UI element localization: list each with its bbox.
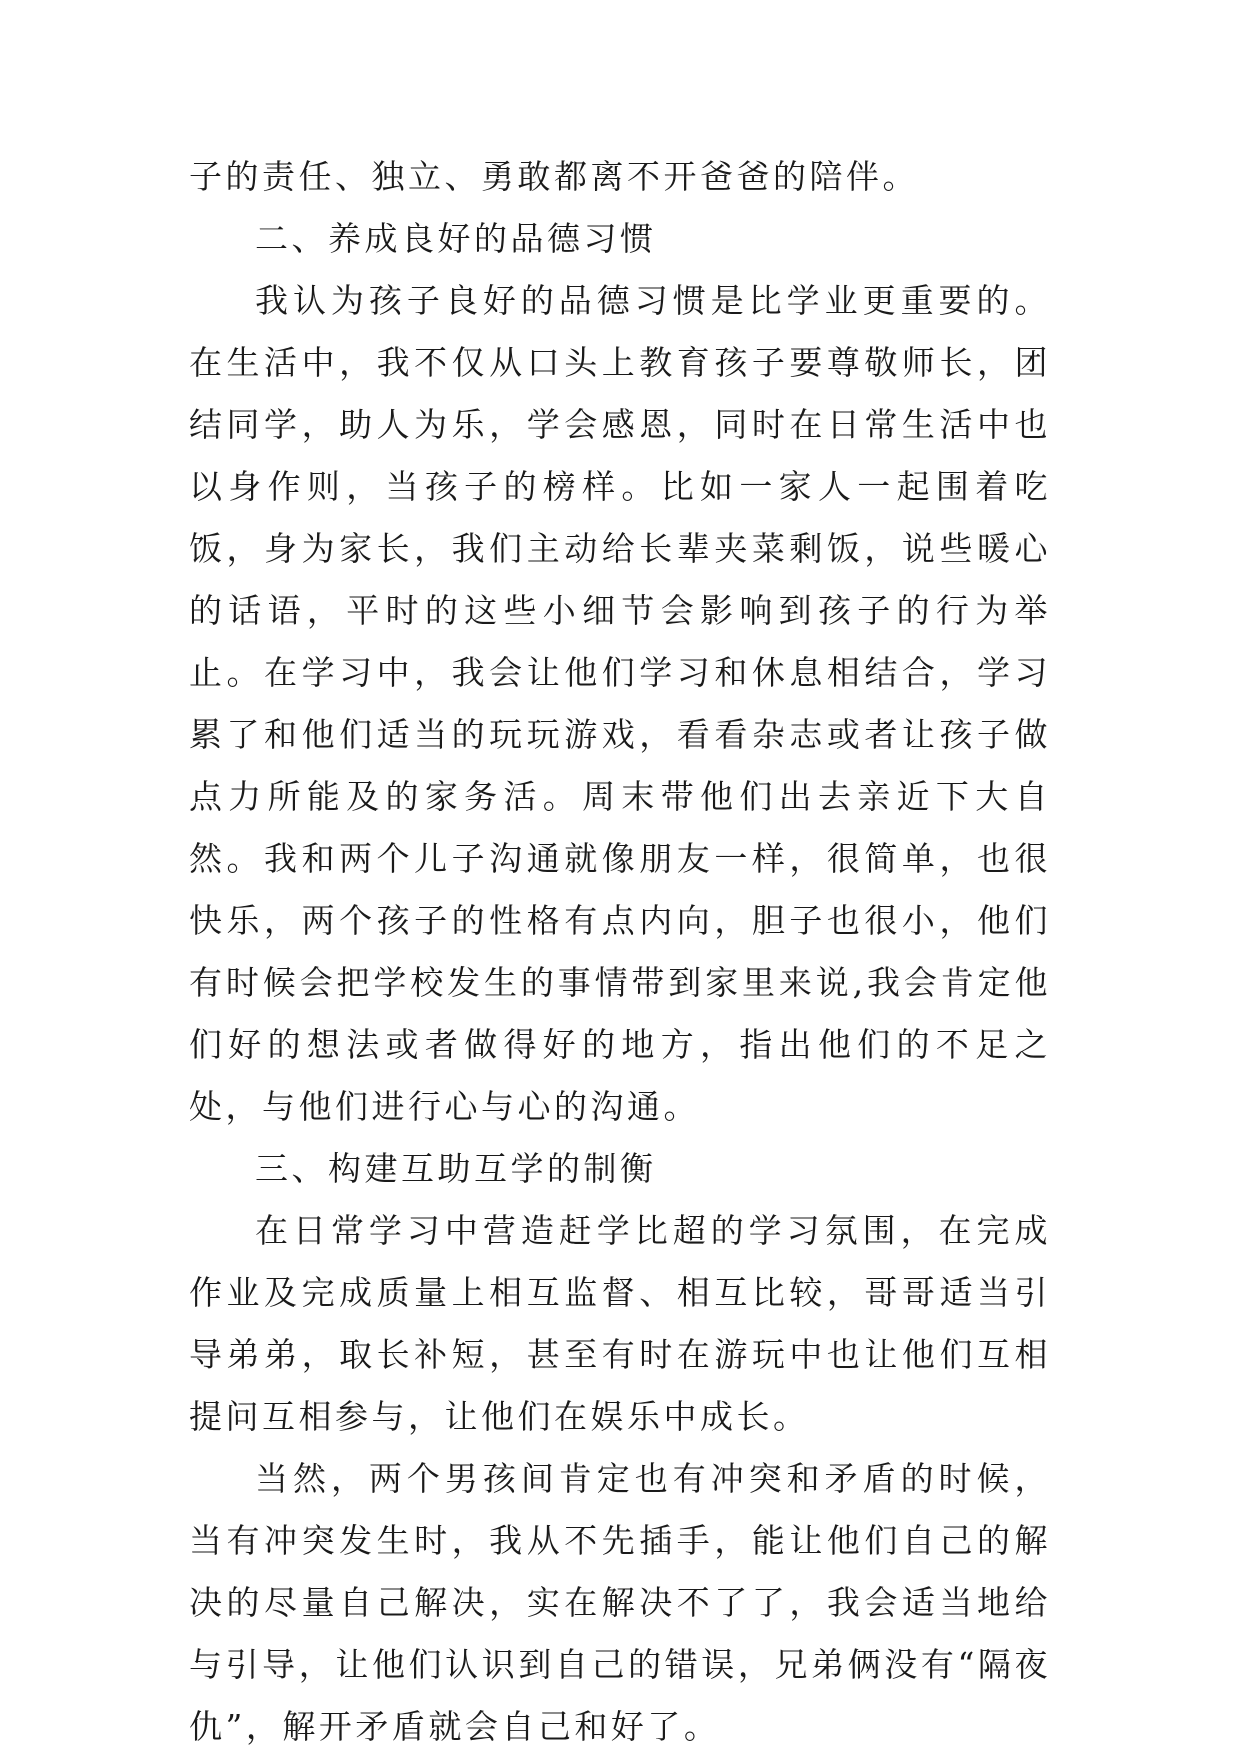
section-heading-2: 二、养成良好的品德习惯	[255, 219, 657, 258]
paragraph-continuation: 子的责任、独立、勇敢都离不开爸爸的陪伴。	[189, 157, 919, 196]
paragraph-moral-habits: 我认为孩子良好的品德习惯是比学业更重要的。在生活中，我不仅从口头上教育孩子要尊敬师长，团结同学，助人为乐，学会感恩，同时在日常生活中也以身作则，当孩子的榜样。比如一家人一起围着吃饭，身为家长，我们主动给长辈夹菜剩饭，说些暖心的话语，平时的这些小细节会影响到孩子的行为举止。在学习中，我会让他们学习和休息相结合，学习累了和他们适当的玩玩游戏，看看杂志或者让孩子做点力所能及的家务活。周末带他们出去亲近下大自然。我和两个儿子沟通就像朋友一样，很简单，也很快乐，两个孩子的性格有点内向，胆子也很小，他们有时候会把学校发生的事情带到家里来说,我会肯定他们好的想法或者做得好的地方，指出他们的不足之处，与他们进行心与心的沟通。	[189, 281, 1051, 1126]
paragraph-conflicts: 当然，两个男孩间肯定也有冲突和矛盾的时候，当有冲突发生时，我从不先插手，能让他们自己的解决的尽量自己解决，实在解决不了了，我会适当地给与引导，让他们认识到自己的错误，兄弟俩没有“隔夜仇”，解开矛盾就会自己和好了。	[189, 1459, 1051, 1746]
document-body	[189, 146, 1051, 1758]
section-heading-3: 三、构建互助互学的制衡	[255, 1149, 657, 1188]
paragraph-mutual-learning: 在日常学习中营造赶学比超的学习氛围，在完成作业及完成质量上相互监督、相互比较，哥哥适当引导弟弟，取长补短，甚至有时在游玩中也让他们互相提问互相参与，让他们在娱乐中成长。	[189, 1211, 1051, 1436]
